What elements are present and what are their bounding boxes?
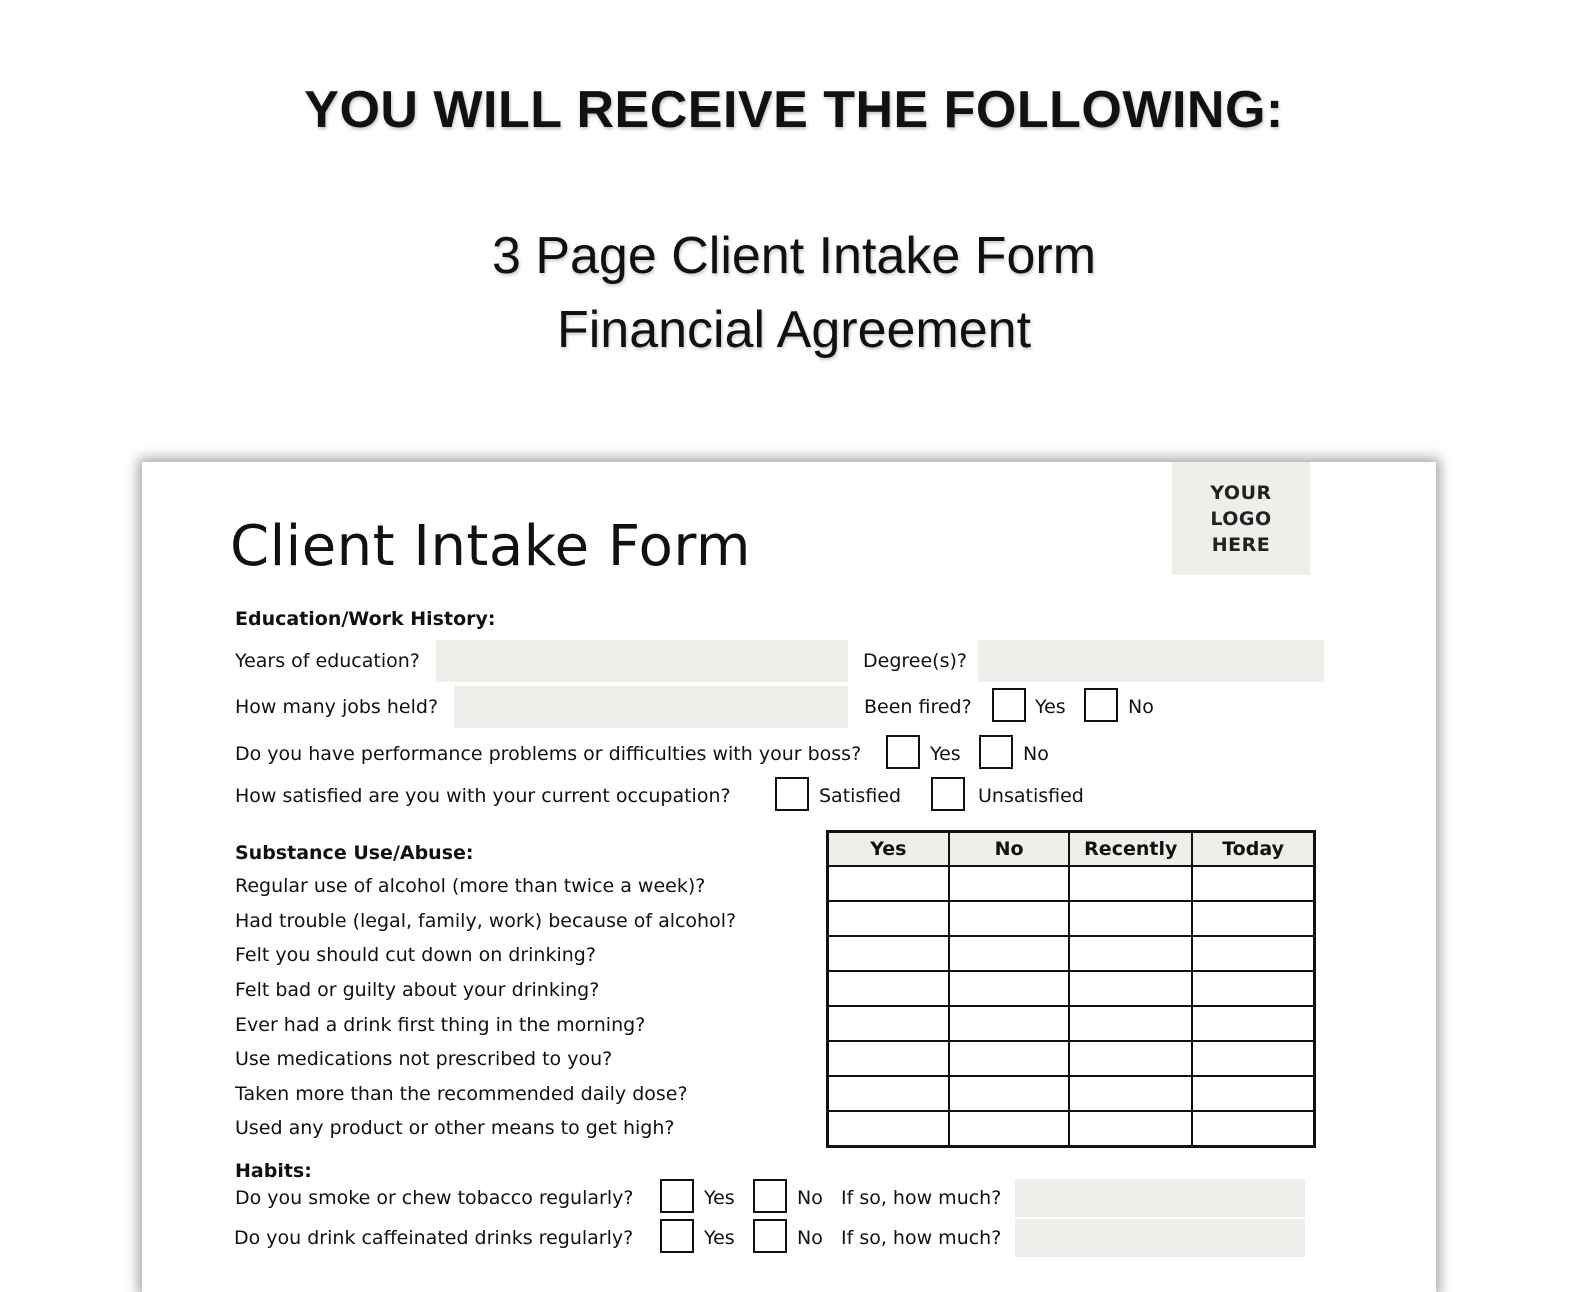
tobacco-amount-field[interactable] [1015,1179,1305,1217]
grid-cell[interactable] [828,866,949,901]
tobacco-no-label: No [797,1187,823,1209]
substance-question: Ever had a drink first thing in the morning? [235,1014,646,1036]
product-line-financial-agreement: Financial Agreement [556,301,1032,359]
years-education-label: Years of education? [235,650,420,672]
grid-cell[interactable] [1192,936,1314,971]
years-education-field[interactable] [436,640,848,682]
grid-row [828,936,1315,971]
grid-row [828,901,1315,936]
jobs-held-field[interactable] [454,686,848,728]
substance-question: Used any product or other means to get high? [235,1117,675,1139]
grid-header-today: Today [1192,832,1314,867]
fired-no-checkbox[interactable] [1084,688,1118,722]
headline: YOU WILL RECEIVE THE FOLLOWING: [304,81,1284,139]
grid-cell[interactable] [1069,1041,1192,1076]
performance-label: Do you have performance problems or difficulties with your boss? [235,743,862,765]
grid-row [828,971,1315,1006]
grid-cell[interactable] [1069,1006,1192,1041]
logo-text-line: HERE [1211,533,1271,556]
jobs-held-label: How many jobs held? [235,696,439,718]
product-line-intake-form: 3 Page Client Intake Form [491,227,1097,285]
grid-cell[interactable] [828,936,949,971]
grid-header-yes: Yes [828,832,949,867]
grid-cell[interactable] [949,971,1070,1006]
grid-cell[interactable] [1069,936,1192,971]
grid-cell[interactable] [828,1041,949,1076]
caffeine-amount-label: If so, how much? [841,1227,1002,1249]
caffeine-label: Do you drink caffeinated drinks regularly? [234,1227,634,1249]
education-heading: Education/Work History: [235,608,496,630]
satisfied-label: Satisfied [819,785,902,807]
logo-text-line: YOUR [1210,481,1272,504]
performance-yes-checkbox[interactable] [886,735,920,769]
grid-cell[interactable] [949,866,1070,901]
caffeine-no-checkbox[interactable] [753,1219,787,1253]
grid-row [828,1111,1315,1147]
substance-heading: Substance Use/Abuse: [235,842,474,864]
grid-cell[interactable] [1192,1006,1314,1041]
performance-no-checkbox[interactable] [979,735,1013,769]
caffeine-yes-label: Yes [704,1227,735,1249]
substance-question: Regular use of alcohol (more than twice a week)? [235,875,706,897]
grid-cell[interactable] [949,1006,1070,1041]
tobacco-amount-label: If so, how much? [841,1187,1002,1209]
grid-row [828,1076,1315,1111]
substance-question: Felt you should cut down on drinking? [235,944,596,966]
grid-row [828,1006,1315,1041]
grid-cell[interactable] [828,901,949,936]
performance-yes-label: Yes [930,743,961,765]
form-preview-sheet [142,462,1436,1292]
grid-cell[interactable] [1069,971,1192,1006]
grid-cell[interactable] [1192,1111,1314,1147]
tobacco-no-checkbox[interactable] [753,1179,787,1213]
grid-cell[interactable] [1069,866,1192,901]
grid-cell[interactable] [1192,1041,1314,1076]
been-fired-label: Been fired? [864,696,972,718]
logo-text-line: LOGO [1210,507,1272,530]
caffeine-no-label: No [797,1227,823,1249]
grid-cell[interactable] [949,1076,1070,1111]
grid-cell[interactable] [949,936,1070,971]
form-title: Client Intake Form [230,514,751,579]
grid-cell[interactable] [1069,1111,1192,1147]
substance-question: Taken more than the recommended daily dose? [235,1083,688,1105]
substance-question: Felt bad or guilty about your drinking? [235,979,600,1001]
tobacco-label: Do you smoke or chew tobacco regularly? [235,1187,634,1209]
grid-row [828,866,1315,901]
fired-yes-label: Yes [1035,696,1066,718]
performance-no-label: No [1023,743,1049,765]
caffeine-yes-checkbox[interactable] [660,1219,694,1253]
grid-cell[interactable] [828,1006,949,1041]
grid-header-no: No [949,832,1070,867]
grid-row [828,1041,1315,1076]
substance-question: Use medications not prescribed to you? [235,1048,613,1070]
grid-cell[interactable] [828,1076,949,1111]
fired-no-label: No [1128,696,1154,718]
grid-cell[interactable] [1069,901,1192,936]
logo-placeholder [1172,462,1310,575]
grid-header-recently: Recently [1069,832,1192,867]
unsatisfied-label: Unsatisfied [978,785,1084,807]
grid-cell[interactable] [828,1111,949,1147]
tobacco-yes-checkbox[interactable] [660,1179,694,1213]
grid-cell[interactable] [1192,901,1314,936]
caffeine-amount-field[interactable] [1015,1219,1305,1257]
grid-cell[interactable] [949,1041,1070,1076]
habits-heading: Habits: [235,1160,312,1182]
satisfaction-label: How satisfied are you with your current occupation? [235,785,731,807]
grid-cell[interactable] [949,901,1070,936]
grid-cell[interactable] [949,1111,1070,1147]
fired-yes-checkbox[interactable] [992,688,1026,722]
degree-label: Degree(s)? [863,650,967,672]
grid-cell[interactable] [828,971,949,1006]
substance-question: Had trouble (legal, family, work) because of alcohol? [235,910,737,932]
tobacco-yes-label: Yes [704,1187,735,1209]
grid-cell[interactable] [1069,1076,1192,1111]
substance-answer-grid [826,830,1316,1148]
degree-field[interactable] [978,640,1324,682]
grid-cell[interactable] [1192,971,1314,1006]
grid-cell[interactable] [1192,1076,1314,1111]
satisfied-checkbox[interactable] [775,777,809,811]
grid-cell[interactable] [1192,866,1314,901]
unsatisfied-checkbox[interactable] [931,777,965,811]
